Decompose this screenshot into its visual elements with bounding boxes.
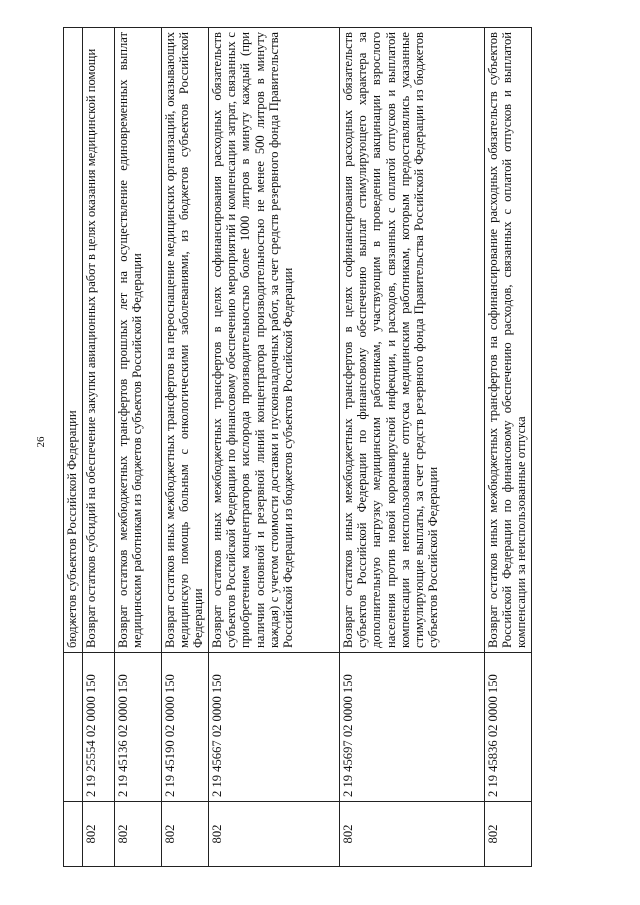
table-row <box>162 28 209 867</box>
page-number: 26 <box>35 436 47 448</box>
kbk-code-cell: 2 19 45136 02 0000 150 <box>115 653 162 802</box>
table-row <box>340 28 485 867</box>
admin-code-cell <box>64 802 83 867</box>
income-name-cell: Возврат остатков субсидий на обеспечение закупки авиационных работ в целях оказания медицинской помощи <box>83 28 115 653</box>
kbk-code-cell: 2 19 45190 02 0000 150 <box>162 653 209 802</box>
table-row <box>83 28 115 867</box>
income-name-cell: Возврат остатков межбюджетных трансфертов прошлых лет на осуществление единовременных выплат медицинским работникам из бюджетов субъектов Российской Федерации <box>115 28 162 653</box>
kbk-code-cell <box>64 653 83 802</box>
budget-codes-table <box>63 27 532 867</box>
table-row <box>64 28 83 867</box>
admin-code-cell: 802 <box>485 802 532 867</box>
table-row <box>209 28 340 867</box>
income-name-cell: Возврат остатков иных межбюджетных трансфертов в целях софинансирования расходных обязательств субъектов Российской Федерации по финансовому обеспечению выплат стимулирующего характера за дополнительную нагрузку медицинским работникам, участвующим в проведении вакцинации взрослого населения против новой коронавирусной инфекции, и расходов, связанных с оплатой отпусков и выплатой компенсации за неиспользованные отпуска медицинским работникам, которым предоставлялись указанные стимулирующие выплаты, за счет средств резервного фонда Правительства Российской Федерации из бюджетов субъектов Российской Федерации <box>340 28 485 653</box>
kbk-code-cell: 2 19 25554 02 0000 150 <box>83 653 115 802</box>
income-name-cell: бюджетов субъектов Российской Федерации <box>64 28 83 653</box>
admin-code-cell: 802 <box>340 802 485 867</box>
income-name-cell: Возврат остатков иных межбюджетных трансфертов на переоснащение медицинских организаций, оказывающих медицинскую помощь больным с онкологическими заболеваниями, из бюджетов субъектов Российской Федерации <box>162 28 209 653</box>
kbk-code-cell: 2 19 45697 02 0000 150 <box>340 653 485 802</box>
admin-code-cell: 802 <box>115 802 162 867</box>
table-row <box>115 28 162 867</box>
admin-code-cell: 802 <box>209 802 340 867</box>
table-row <box>485 28 532 867</box>
admin-code-cell: 802 <box>83 802 115 867</box>
admin-code-cell: 802 <box>162 802 209 867</box>
document-body <box>63 27 556 867</box>
income-name-cell: Возврат остатков иных межбюджетных трансфертов на софинансирование расходных обязательств субъектов Российской Федерации по финансовому обеспечению расходов, связанных с оплатой отпусков и выплатой компенсации за неиспользованные отпуска <box>485 28 532 653</box>
kbk-code-cell: 2 19 45667 02 0000 150 <box>209 653 340 802</box>
income-name-cell: Возврат остатков иных межбюджетных трансфертов в целях софинансирования расходных обязательств субъектов Российской Федерации по финансовому обеспечению мероприятий и компенсации затрат, связанных с приобретением концентраторов кислорода производительностью более 1000 литров в минуту каждый (при наличии основной и резервной линий концентратора производительностью не менее 500 литров в минуту каждая) с учетом стоимости доставки и пусконаладочных работ, за счет средств резервного фонда Правительства Российской Федерации из бюджетов субъектов Российской Федерации <box>209 28 340 653</box>
kbk-code-cell: 2 19 45836 02 0000 150 <box>485 653 532 802</box>
